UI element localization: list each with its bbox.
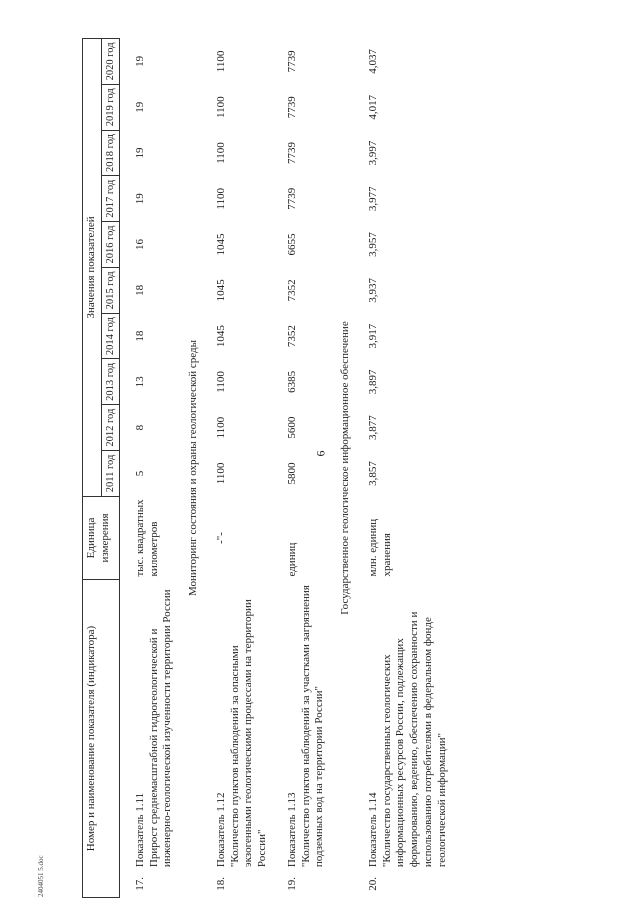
value-cell: 4,037: [366, 49, 379, 74]
value-cell: 1045: [214, 325, 227, 348]
section-row: [329, 39, 365, 898]
value-cell: 1100: [214, 371, 227, 393]
value-cell: 7739: [285, 187, 298, 210]
indicator-unit: тыс. квадратных километров: [133, 499, 160, 577]
value-cell: 1100: [214, 96, 227, 118]
value-cell: 1100: [214, 187, 227, 210]
section-row: [177, 39, 213, 898]
value-cell: 18: [133, 284, 146, 296]
indicator-unit: -"-: [214, 532, 227, 544]
section-heading: Государственное геологическое информационное обеспечение: [339, 321, 352, 615]
value-cell: 1100: [214, 142, 227, 164]
header-year: 2019 год: [101, 84, 119, 130]
indicator-desc: "Количество пунктов наблюдений за опасными экзогенными геологическими процессами на территории России": [228, 599, 269, 868]
header-year: 2017 год: [101, 176, 119, 222]
value-cell: 3,997: [366, 140, 379, 166]
value-cell: 13: [133, 376, 146, 388]
indicator-desc: Прирост среднемасштабной гидрогеологической и инженерно-геологической изученности территории России: [147, 589, 174, 868]
header-unit-col: Единица измерения: [83, 496, 120, 579]
value-cell: 19: [133, 147, 146, 159]
value-cell: 19: [133, 55, 146, 67]
indicator-title: Показатель 1.12: [214, 792, 227, 868]
header-year: 2013 год: [101, 359, 119, 405]
indicator-unit: млн. единиц хранения: [366, 518, 393, 577]
header-year: 2020 год: [101, 39, 119, 85]
header-year: 2018 год: [101, 130, 119, 176]
value-cell: 3,937: [366, 277, 379, 303]
value-cell: 3,857: [366, 461, 379, 486]
row-number: 18.: [214, 876, 227, 891]
indicator-unit: единиц: [285, 542, 298, 577]
value-cell: 1100: [214, 50, 227, 73]
table-row: [365, 39, 452, 898]
value-cell: 7352: [285, 279, 298, 302]
value-cell: 7739: [285, 50, 298, 73]
indicator-title: Показатель 1.11: [133, 792, 146, 868]
value-cell: 19: [133, 193, 146, 205]
value-cell: 1100: [214, 462, 227, 485]
value-cell: 6655: [285, 233, 298, 256]
header-values-group: Значения показателей: [83, 39, 102, 497]
indicator-name: [365, 580, 452, 871]
value-cell: 3,877: [366, 415, 379, 441]
value-cell: 7352: [285, 325, 298, 348]
indicator-title: Показатель 1.13: [285, 792, 298, 868]
indicator-name: [213, 580, 272, 871]
value-cell: 19: [133, 101, 146, 113]
row-number: 19.: [285, 876, 298, 891]
header-year: 2016 год: [101, 222, 119, 268]
value-cell: 5600: [285, 416, 298, 439]
value-cell: 7739: [285, 96, 298, 119]
value-cell: 7739: [285, 141, 298, 164]
value-cell: 5800: [285, 462, 298, 485]
indicators-table-rotated: [82, 38, 612, 898]
section-heading: Мониторинг состояния и охраны геологической среды: [187, 340, 200, 596]
row-number: 20.: [366, 876, 379, 891]
value-cell: 3,977: [366, 186, 379, 212]
value-cell: 18: [133, 330, 146, 342]
value-cell: 5: [133, 470, 146, 477]
header-year: 2014 год: [101, 313, 119, 359]
value-cell: 1045: [214, 279, 227, 302]
indicators-table: [82, 38, 451, 898]
table-row: [119, 39, 177, 898]
document-code: 2404051 5.doc: [37, 855, 45, 897]
page-number: 6: [313, 450, 328, 457]
table-row: [213, 39, 272, 898]
indicator-desc: "Количество государственных геологических информационных ресурсов России, подлежащих формированию, ведению, обеспечению сохранности и использованию потребителями в федеральном фонде геологической информации": [380, 611, 448, 868]
table-row: [272, 39, 329, 898]
value-cell: 4,017: [366, 94, 379, 120]
value-cell: 8: [133, 424, 146, 431]
header-name-col: Номер и наименование показателя (индикатора): [83, 580, 120, 898]
value-cell: 3,897: [366, 369, 379, 395]
header-year: 2011 год: [101, 451, 119, 497]
value-cell: 1045: [214, 233, 227, 256]
value-cell: 16: [133, 239, 146, 251]
header-year: 2015 год: [101, 267, 119, 313]
row-number: 17.: [133, 876, 146, 891]
value-cell: 1100: [214, 416, 227, 439]
indicator-desc: "Количество пунктов наблюдений за участками загрязнения подземных вод на территории России": [299, 585, 326, 868]
indicator-name: [272, 580, 329, 871]
indicator-title: Показатель 1.14: [366, 792, 379, 868]
value-cell: 6385: [285, 370, 298, 393]
header-year: 2012 год: [101, 405, 119, 451]
indicator-name: [119, 580, 177, 871]
value-cell: 3,917: [366, 323, 379, 349]
value-cell: 3,957: [366, 232, 379, 257]
